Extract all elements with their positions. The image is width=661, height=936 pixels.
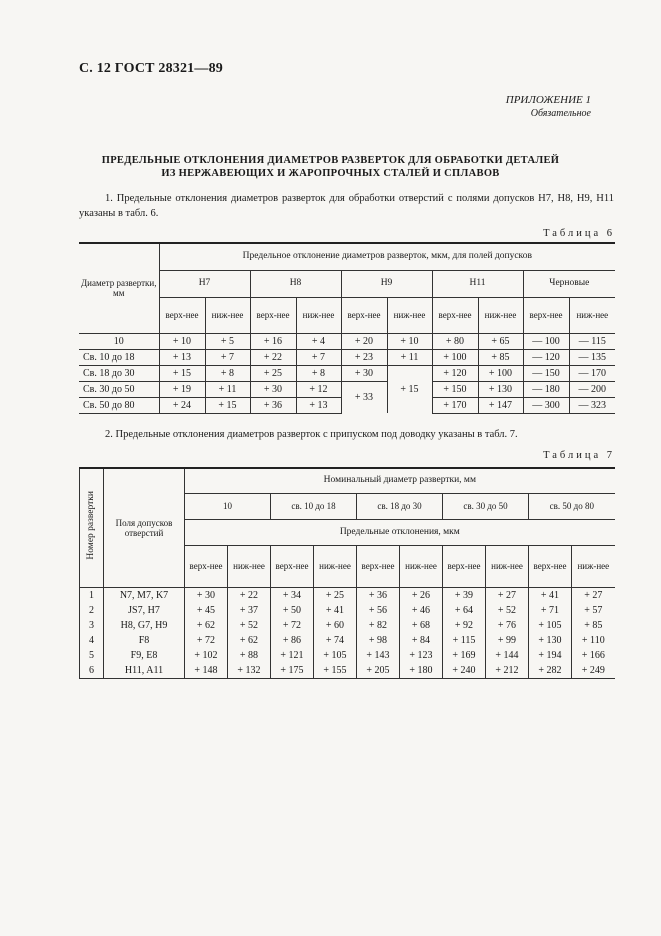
t7-number-cell: 3: [80, 618, 104, 633]
t7-upper-header: верх-нее: [357, 545, 400, 587]
t6-value-cell: — 120: [523, 349, 569, 365]
t7-value-cell: + 56: [357, 603, 400, 618]
t6-value-cell: + 30: [250, 381, 296, 397]
t7-value-cell: + 144: [486, 648, 529, 663]
table-7-label: Таблица 7: [543, 450, 615, 461]
t7-value-cell: + 88: [228, 648, 271, 663]
t7-value-cell: + 26: [400, 587, 443, 603]
t7-value-cell: + 46: [400, 603, 443, 618]
t7-value-cell: + 76: [486, 618, 529, 633]
t6-upper-header: верх-нее: [250, 297, 296, 333]
table-6-label: Таблица 6: [543, 228, 615, 239]
t7-value-cell: + 25: [314, 587, 357, 603]
t7-value-cell: + 98: [357, 633, 400, 648]
t7-upper-header: верх-нее: [185, 545, 228, 587]
t6-value-cell: + 15: [159, 365, 205, 381]
t6-value-cell: + 12: [296, 381, 341, 397]
t7-value-cell: + 39: [443, 587, 486, 603]
t6-value-cell: + 85: [478, 349, 523, 365]
t7-value-cell: + 282: [529, 663, 572, 679]
t7-value-cell: + 205: [357, 663, 400, 679]
table-row: [79, 349, 615, 365]
t6-value-cell: + 30: [341, 365, 387, 381]
t7-value-cell: + 115: [443, 633, 486, 648]
table-row: [79, 381, 615, 397]
t7-value-cell: + 36: [357, 587, 400, 603]
t6-tolerance-2: Н9: [341, 270, 432, 297]
t6-value-cell: + 7: [205, 349, 250, 365]
t7-value-cell: + 105: [529, 618, 572, 633]
section-title-line-1: ПРЕДЕЛЬНЫЕ ОТКЛОНЕНИЯ ДИАМЕТРОВ РАЗВЕРТОК ДЛЯ ОБРАБОТКИ ДЕТАЛЕЙ: [101, 155, 560, 166]
t7-value-cell: + 27: [572, 587, 615, 603]
t6-value-cell: + 100: [432, 349, 478, 365]
t6-diameter-cell: Св. 18 до 30: [79, 365, 159, 381]
t7-value-cell: + 64: [443, 603, 486, 618]
t6-upper-header: верх-нее: [432, 297, 478, 333]
t7-value-cell: + 102: [185, 648, 228, 663]
t7-value-cell: + 34: [271, 587, 314, 603]
t6-value-cell: — 200: [569, 381, 615, 397]
t6-value-cell: + 65: [478, 333, 523, 349]
t6-diameter-cell: Св. 50 до 80: [79, 397, 159, 413]
t7-value-cell: + 27: [486, 587, 529, 603]
t6-lower-header: ниж-нее: [387, 297, 432, 333]
t6-value-cell: + 8: [296, 365, 341, 381]
t6-value-cell: + 150: [432, 381, 478, 397]
t6-upper-header: верх-нее: [341, 297, 387, 333]
t7-value-cell: + 99: [486, 633, 529, 648]
t7-value-cell: + 71: [529, 603, 572, 618]
t6-value-cell: + 130: [478, 381, 523, 397]
table-row: [80, 633, 615, 648]
t6-value-cell: + 25: [250, 365, 296, 381]
t7-fields-cell: F8: [104, 633, 185, 648]
t6-col-diameter: Диаметр развертки, мм: [79, 243, 159, 333]
t7-lower-header: ниж-нее: [572, 545, 615, 587]
t7-lower-header: ниж-нее: [314, 545, 357, 587]
t6-value-cell: — 100: [523, 333, 569, 349]
t6-value-cell: + 19: [159, 381, 205, 397]
t6-diameter-cell: 10: [79, 333, 159, 349]
t6-value-cell: — 135: [569, 349, 615, 365]
t6-value-cell: — 115: [569, 333, 615, 349]
t7-value-cell: + 92: [443, 618, 486, 633]
t7-value-cell: + 82: [357, 618, 400, 633]
t7-value-cell: + 132: [228, 663, 271, 679]
t7-lower-header: ниж-нее: [400, 545, 443, 587]
appendix-label: [506, 93, 591, 121]
t7-number-cell: 4: [80, 633, 104, 648]
t6-value-cell: + 36: [250, 397, 296, 413]
t6-value-cell: — 300: [523, 397, 569, 413]
table-row: [80, 603, 615, 618]
t6-value-cell: + 10: [387, 333, 432, 349]
t7-number-cell: 6: [80, 663, 104, 679]
paragraph-1: 1. Предельные отклонения диаметров разверток для обработки отверстий с полями допусков Н7, Н8, Н9, Н11 указаны в табл. 6.: [79, 193, 614, 219]
t7-value-cell: + 41: [529, 587, 572, 603]
t6-value-cell: + 13: [159, 349, 205, 365]
t6-value-cell: + 10: [159, 333, 205, 349]
t6-value-cell: + 11: [387, 349, 432, 365]
t6-value-cell: + 8: [205, 365, 250, 381]
t6-value-cell: + 22: [250, 349, 296, 365]
t6-value-cell: + 120: [432, 365, 478, 381]
t7-value-cell: + 50: [271, 603, 314, 618]
t7-fields-cell: H8, G7, H9: [104, 618, 185, 633]
t7-upper-header: верх-нее: [271, 545, 314, 587]
t6-tolerance-1: Н8: [250, 270, 341, 297]
t7-value-cell: + 155: [314, 663, 357, 679]
t6-value-cell: + 170: [432, 397, 478, 413]
t7-value-cell: + 85: [572, 618, 615, 633]
t7-value-cell: + 123: [400, 648, 443, 663]
t7-value-cell: + 52: [228, 618, 271, 633]
table-row: [80, 648, 615, 663]
t6-value-cell: — 170: [569, 365, 615, 381]
t6-value-cell: — 180: [523, 381, 569, 397]
t7-value-cell: + 105: [314, 648, 357, 663]
t6-tolerance-4: Черновые: [523, 270, 615, 297]
t6-col-group: Предельное отклонение диаметров разверток, мкм, для полей допусков: [159, 243, 615, 270]
t6-tolerance-0: Н7: [159, 270, 250, 297]
t6-value-cell: + 147: [478, 397, 523, 413]
t7-value-cell: + 45: [185, 603, 228, 618]
t7-diameter-1: св. 10 до 18: [271, 493, 357, 519]
t7-value-cell: + 37: [228, 603, 271, 618]
t7-lower-header: ниж-нее: [228, 545, 271, 587]
section-title: [0, 154, 661, 180]
t7-value-cell: + 72: [271, 618, 314, 633]
t7-value-cell: + 62: [185, 618, 228, 633]
t7-fields-cell: JS7, H7: [104, 603, 185, 618]
t7-col-number: Номер развертки: [80, 468, 104, 587]
appendix-title: ПРИЛОЖЕНИЕ 1: [505, 94, 591, 106]
t7-lower-header: ниж-нее: [486, 545, 529, 587]
t7-value-cell: + 41: [314, 603, 357, 618]
t7-number-cell: 2: [80, 603, 104, 618]
t7-fields-cell: F9, E8: [104, 648, 185, 663]
t7-upper-header: верх-нее: [443, 545, 486, 587]
page-header: С. 12 ГОСТ 28321—89: [79, 61, 223, 76]
t6-value-cell: + 7: [296, 349, 341, 365]
t7-value-cell: + 110: [572, 633, 615, 648]
t7-col-fields: Поля допусков отверстий: [104, 468, 185, 587]
t6-tolerance-3: Н11: [432, 270, 523, 297]
t6-lower-header: ниж-нее: [205, 297, 250, 333]
t6-value-cell: + 20: [341, 333, 387, 349]
t6-value-cell: + 100: [478, 365, 523, 381]
t7-value-cell: + 52: [486, 603, 529, 618]
t7-fields-cell: N7, M7, K7: [104, 587, 185, 603]
t6-value-cell: + 16: [250, 333, 296, 349]
t7-value-cell: + 166: [572, 648, 615, 663]
t7-value-cell: + 249: [572, 663, 615, 679]
t7-value-cell: + 86: [271, 633, 314, 648]
t6-value-cell: + 23: [341, 349, 387, 365]
t7-value-cell: + 169: [443, 648, 486, 663]
t6-value-cell: + 13: [296, 397, 341, 413]
t7-value-cell: + 212: [486, 663, 529, 679]
paragraph-2: 2. Предельные отклонения диаметров разверток с припуском под доводку указаны в табл. 7.: [105, 429, 518, 440]
t6-value-cell: + 4: [296, 333, 341, 349]
t7-value-cell: + 68: [400, 618, 443, 633]
table-row: [79, 333, 615, 349]
t7-value-cell: + 148: [185, 663, 228, 679]
t7-value-cell: + 240: [443, 663, 486, 679]
table-6: [79, 242, 615, 414]
t6-value-cell: + 80: [432, 333, 478, 349]
t6-value-cell: + 24: [159, 397, 205, 413]
t7-value-cell: + 60: [314, 618, 357, 633]
t6-upper-header: верх-нее: [523, 297, 569, 333]
t6-lower-header: ниж-нее: [478, 297, 523, 333]
t6-value-cell: + 33: [341, 381, 387, 413]
t7-col-group: Номинальный диаметр развертки, мм: [185, 468, 615, 493]
table-7: [79, 467, 615, 679]
t7-value-cell: + 194: [529, 648, 572, 663]
table-row: [79, 365, 615, 381]
t7-upper-header: верх-нее: [529, 545, 572, 587]
t7-value-cell: + 30: [185, 587, 228, 603]
t6-value-cell: + 15: [387, 365, 432, 413]
t7-value-cell: + 121: [271, 648, 314, 663]
t7-value-cell: + 180: [400, 663, 443, 679]
t6-value-cell: + 11: [205, 381, 250, 397]
t7-diameter-3: св. 30 до 50: [443, 493, 529, 519]
t7-diameter-0: 10: [185, 493, 271, 519]
t7-value-cell: + 74: [314, 633, 357, 648]
t7-fields-cell: H11, A11: [104, 663, 185, 679]
t7-value-cell: + 72: [185, 633, 228, 648]
t7-value-cell: + 130: [529, 633, 572, 648]
t6-lower-header: ниж-нее: [296, 297, 341, 333]
t7-number-cell: 5: [80, 648, 104, 663]
t7-value-cell: + 143: [357, 648, 400, 663]
t7-value-cell: + 175: [271, 663, 314, 679]
t6-value-cell: + 15: [205, 397, 250, 413]
t6-lower-header: ниж-нее: [569, 297, 615, 333]
t6-diameter-cell: Св. 30 до 50: [79, 381, 159, 397]
table-row: [80, 663, 615, 679]
section-title-line-2: ИЗ НЕРЖАВЕЮЩИХ И ЖАРОПРОЧНЫХ СТАЛЕЙ И СПЛАВОВ: [161, 168, 500, 179]
t7-value-cell: + 22: [228, 587, 271, 603]
table-row: [80, 618, 615, 633]
t6-upper-header: верх-нее: [159, 297, 205, 333]
t7-subheader: Предельные отклонения, мкм: [185, 519, 615, 545]
t6-value-cell: — 323: [569, 397, 615, 413]
t7-value-cell: + 62: [228, 633, 271, 648]
appendix-subtitle: Обязательное: [530, 108, 591, 119]
t7-diameter-4: св. 50 до 80: [529, 493, 615, 519]
t6-diameter-cell: Св. 10 до 18: [79, 349, 159, 365]
t7-diameter-2: св. 18 до 30: [357, 493, 443, 519]
t6-value-cell: — 150: [523, 365, 569, 381]
t7-value-cell: + 57: [572, 603, 615, 618]
t7-number-cell: 1: [80, 587, 104, 603]
table-row: [80, 587, 615, 603]
t6-value-cell: + 5: [205, 333, 250, 349]
t7-value-cell: + 84: [400, 633, 443, 648]
